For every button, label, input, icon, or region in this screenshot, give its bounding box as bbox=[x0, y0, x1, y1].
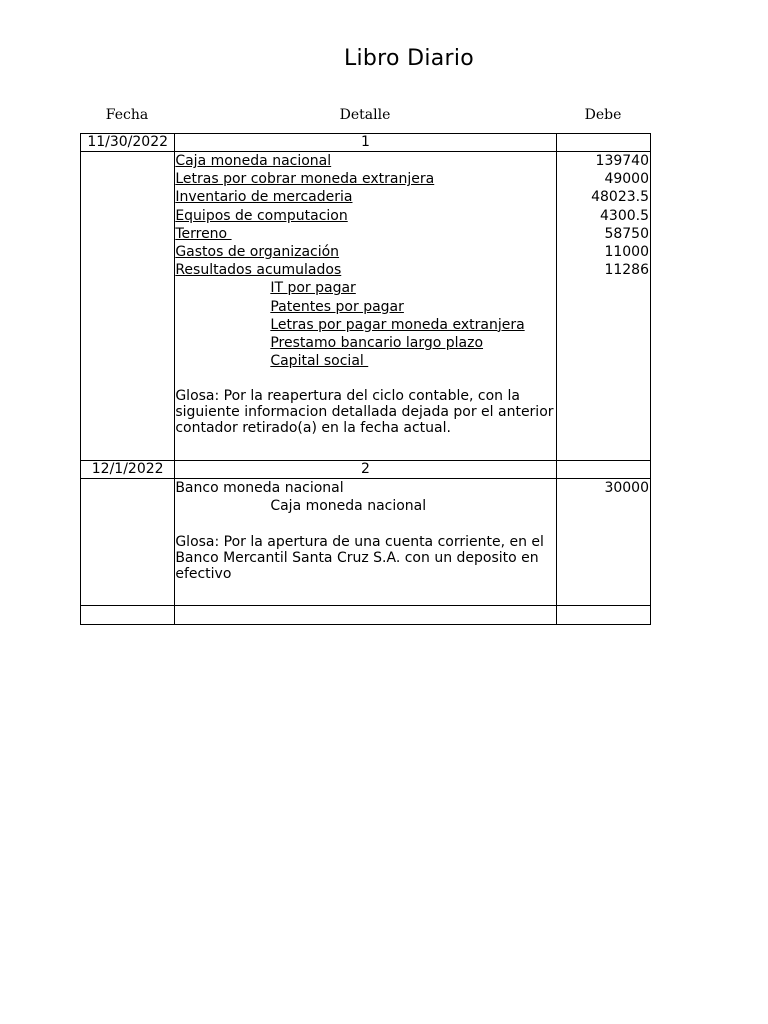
entry-body-row bbox=[81, 479, 651, 605]
entry-detail-cell bbox=[175, 479, 556, 605]
entry-body-date-cell bbox=[81, 479, 175, 605]
debit-account: Gastos de organización bbox=[175, 243, 340, 260]
debit-amount: 48023.5 bbox=[591, 189, 649, 206]
empty-cell bbox=[556, 605, 650, 624]
debit-account: Caja moneda nacional bbox=[175, 153, 332, 169]
debit-amount: 4300.5 bbox=[600, 207, 649, 224]
empty-row bbox=[81, 605, 651, 624]
entry-detail-cell bbox=[175, 152, 556, 461]
debit-account-line bbox=[175, 243, 555, 261]
debit-account-line bbox=[175, 225, 555, 243]
credit-account-line bbox=[175, 316, 555, 334]
entry-body-row bbox=[81, 152, 651, 461]
credit-account-line bbox=[175, 497, 555, 515]
debit-amount: 11000 bbox=[604, 243, 649, 260]
empty-cell bbox=[81, 605, 175, 624]
page-title: Libro Diario bbox=[343, 46, 475, 71]
debit-amount: 11286 bbox=[604, 262, 649, 279]
column-header-fecha: Fecha bbox=[105, 107, 149, 123]
entry-header-row bbox=[81, 134, 651, 152]
debit-amount: 30000 bbox=[604, 480, 649, 497]
debit-account: Equipos de computacion bbox=[175, 207, 348, 224]
entry-amount-cell bbox=[556, 479, 650, 605]
debit-amount: 49000 bbox=[604, 171, 649, 188]
credit-account-line bbox=[175, 334, 555, 352]
credit-account: Capital social bbox=[270, 353, 369, 370]
entry-number: 1 bbox=[175, 134, 556, 152]
debit-account: Terreno bbox=[175, 225, 232, 242]
debit-account-line bbox=[175, 207, 555, 225]
entry-date: 11/30/2022 bbox=[81, 134, 175, 152]
debit-account-line bbox=[175, 152, 555, 170]
entry-date: 12/1/2022 bbox=[81, 461, 175, 479]
entry-header-row bbox=[81, 461, 651, 479]
entry-glosa: Glosa: Por la apertura de una cuenta corriente, en el Banco Mercantil Santa Cruz S.A. con un deposito en efectivo bbox=[175, 533, 544, 582]
debit-account-line bbox=[175, 479, 555, 497]
debit-amount: 58750 bbox=[604, 225, 649, 242]
entry-body-date-cell bbox=[81, 152, 175, 461]
debit-account: Letras por cobrar moneda extranjera bbox=[175, 171, 435, 188]
entry-header-empty bbox=[556, 134, 650, 152]
debit-account: Resultados acumulados bbox=[175, 262, 342, 279]
debit-account-line bbox=[175, 170, 555, 188]
entry-glosa: Glosa: Por la reapertura del ciclo contable, con la siguiente informacion detallada dejada por el anterior contador retirado(a) en la fecha actual. bbox=[175, 388, 554, 437]
debit-amount: 139740 bbox=[595, 153, 649, 169]
credit-account: IT por pagar bbox=[270, 280, 356, 297]
column-header-debe: Debe bbox=[584, 107, 622, 123]
credit-account-line bbox=[175, 279, 555, 297]
entry-header-empty bbox=[556, 461, 650, 479]
debit-account-line bbox=[175, 261, 555, 279]
debit-account: Banco moneda nacional bbox=[175, 480, 344, 497]
credit-account: Caja moneda nacional bbox=[270, 498, 427, 515]
column-header-detalle: Detalle bbox=[339, 107, 391, 123]
debit-account-line bbox=[175, 188, 555, 206]
empty-cell bbox=[175, 605, 556, 624]
debit-account: Inventario de mercaderia bbox=[175, 189, 353, 206]
credit-account: Prestamo bancario largo plazo bbox=[270, 334, 484, 351]
entry-number: 2 bbox=[175, 461, 556, 479]
credit-account-line bbox=[175, 298, 555, 316]
credit-account: Letras por pagar moneda extranjera bbox=[270, 316, 525, 333]
entry-amount-cell bbox=[556, 152, 650, 461]
journal-table bbox=[80, 133, 651, 625]
credit-account: Patentes por pagar bbox=[270, 298, 404, 315]
credit-account-line bbox=[175, 352, 555, 370]
